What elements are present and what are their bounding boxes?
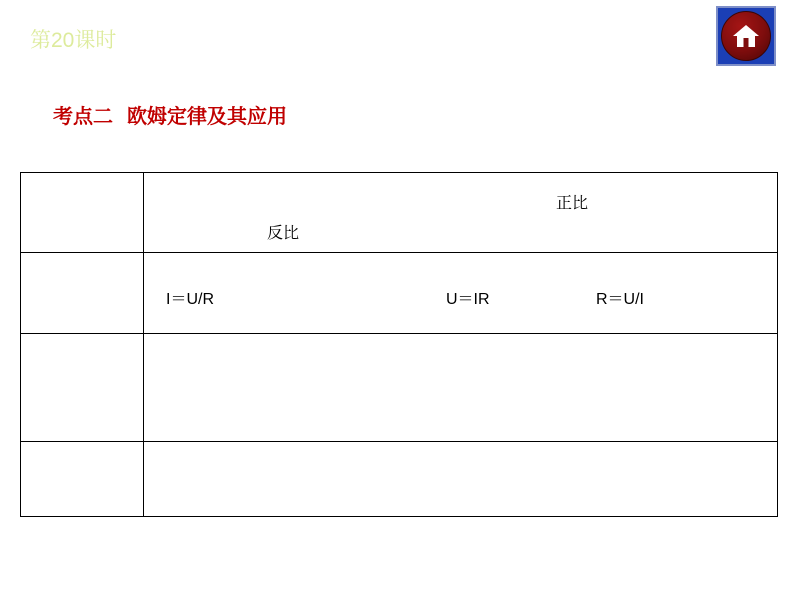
- row-label-cell-3: [21, 334, 144, 442]
- text-zhengbi: 正比: [556, 195, 589, 212]
- content-table: [20, 172, 778, 517]
- row-content-cell-2: [144, 253, 778, 334]
- section-text: 欧姆定律及其应用: [127, 106, 287, 128]
- section-label: 考点二: [53, 106, 113, 128]
- home-icon: [731, 22, 761, 50]
- formula-resistance: R＝U/I: [596, 291, 645, 308]
- formula-voltage: U＝IR: [446, 291, 490, 308]
- row-label-cell-4: [21, 442, 144, 517]
- table-row: [21, 334, 778, 442]
- page-title: [53, 100, 287, 129]
- formula-current: I＝U/R: [166, 291, 215, 308]
- home-button[interactable]: [716, 6, 776, 66]
- row-label-cell-2: [21, 253, 144, 334]
- row-content-cell-1: [144, 173, 778, 253]
- row-label-cell-1: [21, 173, 144, 253]
- slide-title: 第20课时: [30, 29, 117, 52]
- table-row: [21, 173, 778, 253]
- row-content-cell-3: [144, 334, 778, 442]
- table-row: [21, 253, 778, 334]
- table-row: [21, 442, 778, 517]
- row-content-cell-4: [144, 442, 778, 517]
- text-fanbi: 反比: [267, 225, 300, 242]
- home-button-disc: [721, 11, 771, 61]
